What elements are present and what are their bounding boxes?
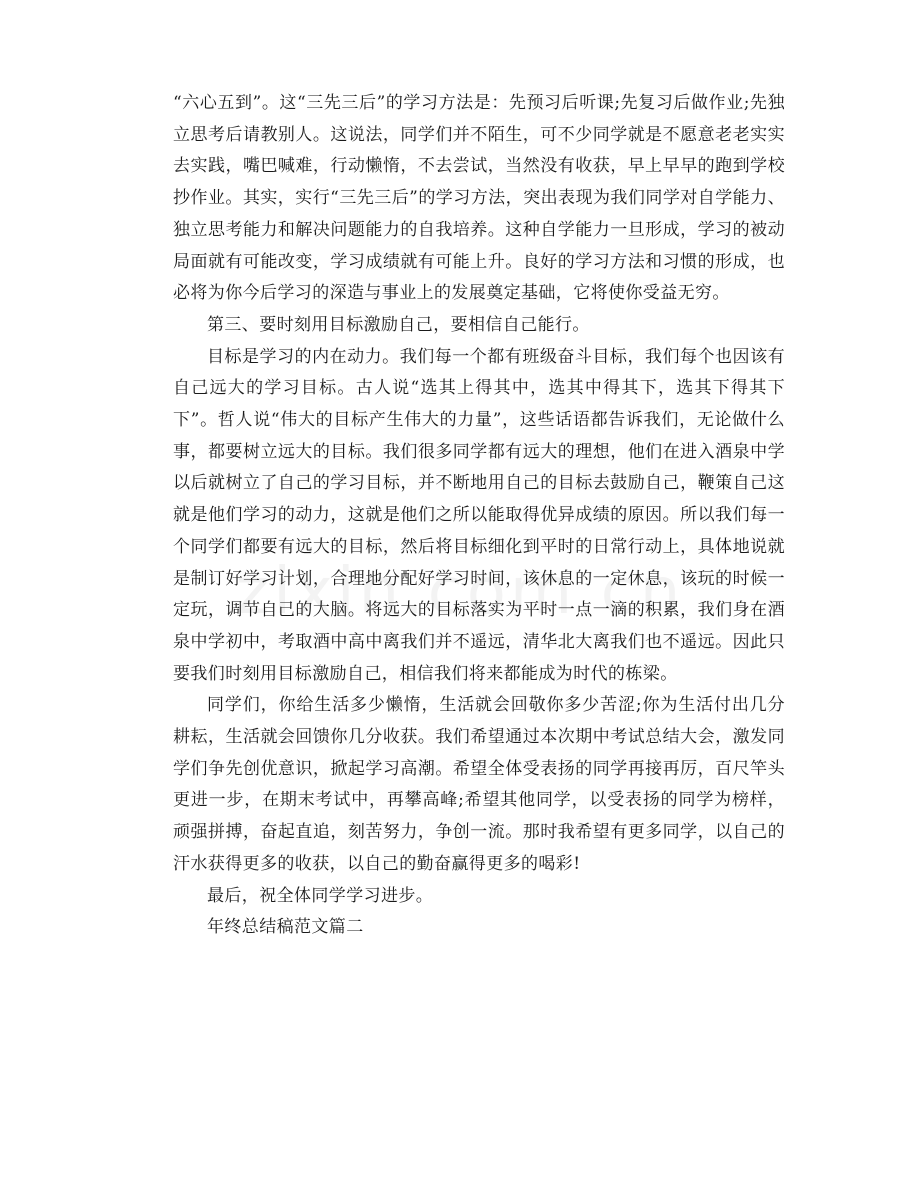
document-body	[173, 88, 785, 944]
paragraph-section-title: 年终总结稿范文篇二	[207, 917, 364, 938]
paragraph-heading-third-point: 第三、要时刻用目标激励自己，要相信自己能行。	[207, 314, 590, 335]
paragraph-goals: 目标是学习的内在动力。我们每一个都有班级奋斗目标，我们每个也因该有自己远大的学习目标。古人说“选其上得其中，选其中得其下，选其下得其下下”。哲人说“伟大的目标产生伟大的力量”，这些话语都告诉我们，无论做什么事，都要树立远大的目标。我们很多同学都有远大的理想，他们在进入酒泉中学以后就树立了自己的学习目标，并不断地用自己的目标去鼓励自己，鞭策自己这就是他们学习的动力，这就是他们之所以能取得优异成绩的原因。所以我们每一个同学们都要有远大的目标，然后将目标细化到平时的日常行动上，具体地说就是制订好学习计划，合理地分配好学习时间，该休息的一定休息，该玩的时候一定玩，调节自己的大脑。将远大的目标落实为平时一点一滴的积累，我们身在酒泉中学初中，考取酒中高中离我们并不遥远，清华北大离我们也不遥远。因此只要我们时刻用目标激励自己，相信我们将来都能成为时代的栋梁。	[173, 346, 785, 684]
paragraph-study-method: “六心五到”。这“三先三后”的学习方法是：先预习后听课;先复习后做作业;先独立思考后请教别人。这说法，同学们并不陌生，可不少同学就是不愿意老老实实去实践，嘴巴喊难，行动懒惰，不去尝试，当然没有收获，早上早早的跑到学校抄作业。其实，实行“三先三后”的学习方法，突出表现为我们同学对自学能力、独立思考能力和解决问题能力的自我培养。这种自学能力一旦形成，学习的被动局面就有可能改变，学习成绩就有可能上升。良好的学习方法和习惯的形成，也必将为你今后学习的深造与事业上的发展奠定基础，它将使你受益无穷。	[173, 93, 785, 304]
paragraph-closing-wish: 最后，祝全体同学学习进步。	[207, 885, 434, 906]
paragraph-encouragement: 同学们，你给生活多少懒惰，生活就会回敬你多少苦涩;你为生活付出几分耕耘，生活就会回馈你几分收获。我们希望通过本次期中考试总结大会，激发同学们争先创优意识，掀起学习高潮。希望全体受表扬的同学再接再厉，百尺竿头更进一步，在期末考试中，再攀高峰;希望其他同学，以受表扬的同学为榜样，顽强拼搏，奋起直追，刻苦努力，争创一流。那时我希望有更多同学，以自己的汗水获得更多的收获，以自己的勤奋赢得更多的喝彩!	[173, 695, 785, 874]
